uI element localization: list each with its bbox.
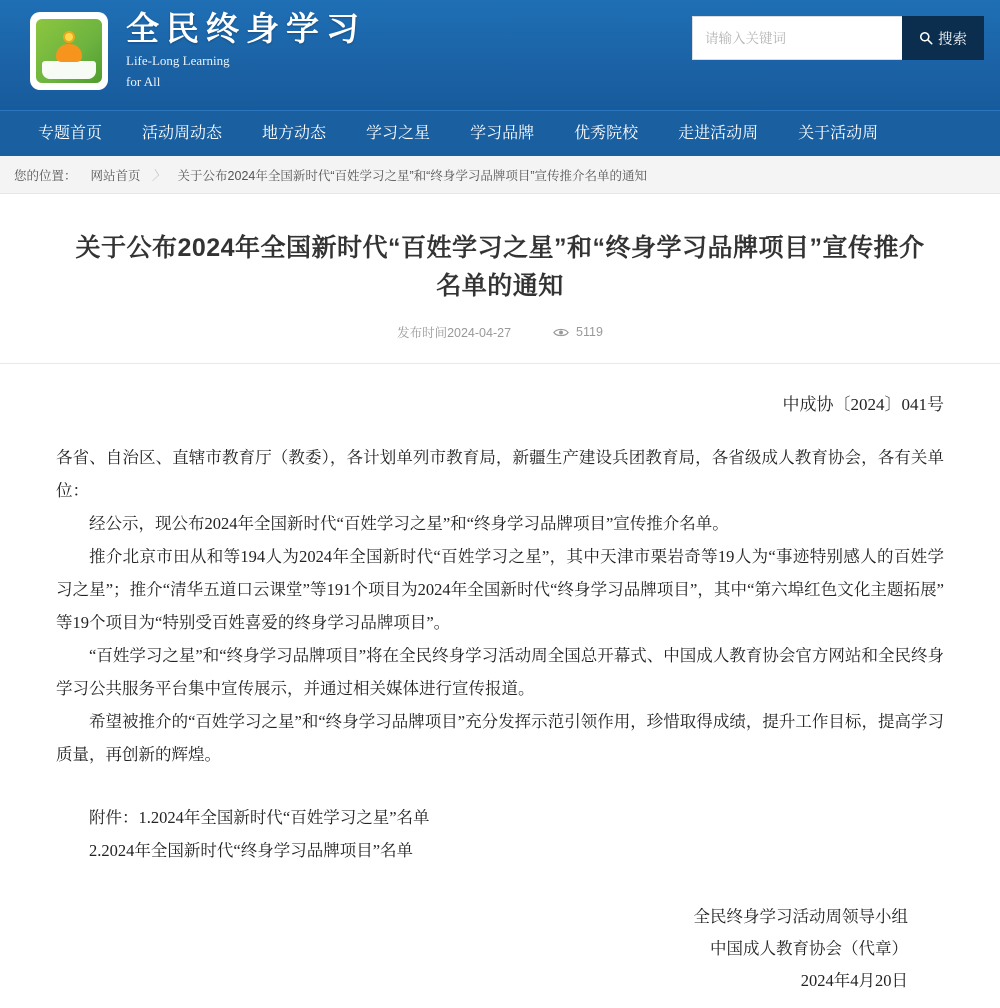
paragraph-3: “百姓学习之星”和“终身学习品牌项目”将在全民终身学习活动周全国总开幕式、中国成人教育协会官方网站和全民终身学习公共服务平台集中宣传展示，并通过相关媒体进行宣传报道。 bbox=[56, 646, 944, 698]
article-meta bbox=[56, 323, 944, 341]
breadcrumb bbox=[0, 156, 1000, 194]
attachment-line-1[interactable]: 附件：1.2024年全国新时代“百姓学习之星”名单 bbox=[89, 808, 430, 827]
signoff-org-2: 中国成人教育协会（代章） bbox=[710, 939, 908, 959]
article-body bbox=[56, 441, 944, 771]
article bbox=[0, 194, 1000, 1008]
brand-text bbox=[126, 10, 366, 91]
nav-item-zoujinhuodongzhou[interactable]: 走进活动周 bbox=[678, 124, 759, 142]
search-icon bbox=[919, 31, 933, 45]
site-header bbox=[0, 0, 1000, 110]
signoff-org-1: 全民终身学习活动周领导小组 bbox=[693, 907, 908, 926]
brand-title-cn: 全民终身学习 bbox=[126, 10, 366, 47]
view-count-value: 5119 bbox=[576, 325, 603, 339]
publish-time-label: 发布时间 bbox=[397, 326, 448, 340]
site-brand[interactable] bbox=[30, 10, 366, 91]
search-button-label: 搜索 bbox=[938, 31, 967, 48]
open-book-child-logo-icon bbox=[30, 12, 108, 90]
paragraph-1: 经公示，现公布2024年全国新时代“百姓学习之星”和“终身学习品牌项目”宣传推介名单。 bbox=[89, 514, 729, 533]
signoff-date: 2024年4月20日 bbox=[800, 971, 908, 991]
main-nav bbox=[0, 110, 1000, 156]
brand-title-en-line1: Life-Long Learning bbox=[126, 52, 230, 68]
breadcrumb-home-link[interactable]: 网站首页 bbox=[90, 168, 141, 183]
nav-item-youxiuyuanxiao[interactable]: 优秀院校 bbox=[574, 124, 639, 142]
breadcrumb-label: 您的位置： bbox=[14, 168, 77, 183]
publish-time-value: 2024-04-27 bbox=[447, 326, 512, 340]
breadcrumb-current: 关于公布2024年全国新时代“百姓学习之星”和“终身学习品牌项目”宣传推介名单的通知 bbox=[177, 168, 648, 183]
paragraph-4: 希望被推介的“百姓学习之星”和“终身学习品牌项目”充分发挥示范引领作用，珍惜取得成绩，提升工作目标，提高学习质量，再创新的辉煌。 bbox=[56, 712, 944, 764]
search-button[interactable] bbox=[902, 16, 984, 60]
signoff bbox=[56, 901, 944, 998]
search-box bbox=[692, 16, 984, 60]
nav-item-huodongzhoudongtai[interactable]: 活动周动态 bbox=[142, 124, 223, 142]
nav-item-xuexipinpai[interactable]: 学习品牌 bbox=[470, 124, 535, 142]
paragraph-2: 推介北京市田从和等194人为2024年全国新时代“百姓学习之星”，其中天津市栗岩奇等19人为“事迹特别感人的百姓学习之星”；推介“清华五道口云课堂”等191个项目为2024年全国新时代“终身学习品牌项目”，其中“第六埠红色文化主题拓展”等19个项目为“特别受百姓喜爱的终身学习品牌项目”。 bbox=[56, 547, 944, 632]
nav-item-zhuantishouye[interactable]: 专题首页 bbox=[38, 124, 103, 142]
nav-item-difangdongtai[interactable]: 地方动态 bbox=[262, 124, 327, 142]
attachments bbox=[56, 801, 944, 867]
nav-item-xuexizhixing[interactable]: 学习之星 bbox=[366, 124, 431, 142]
eye-icon bbox=[553, 327, 569, 338]
search-input[interactable] bbox=[692, 16, 902, 60]
header-divider bbox=[0, 363, 1000, 364]
attachment-line-2[interactable]: 2.2024年全国新时代“终身学习品牌项目”名单 bbox=[89, 841, 414, 860]
brand-title-en-line2: for All bbox=[126, 74, 161, 90]
view-count bbox=[553, 325, 603, 339]
paragraph-salutation: 各省、自治区、直辖市教育厅（教委），各计划单列市教育局，新疆生产建设兵团教育局，各省级成人教育协会，各有关单位： bbox=[56, 448, 944, 500]
nav-item-guanyuhuodongzhou[interactable]: 关于活动周 bbox=[798, 124, 879, 142]
document-number: 中成协〔2024〕041号 bbox=[782, 395, 944, 414]
page-title: 关于公布2024年全国新时代“百姓学习之星”和“终身学习品牌项目”宣传推介名单的通知 bbox=[75, 234, 925, 300]
publish-time bbox=[397, 323, 511, 341]
chevron-right-icon: 〉 bbox=[150, 168, 167, 183]
